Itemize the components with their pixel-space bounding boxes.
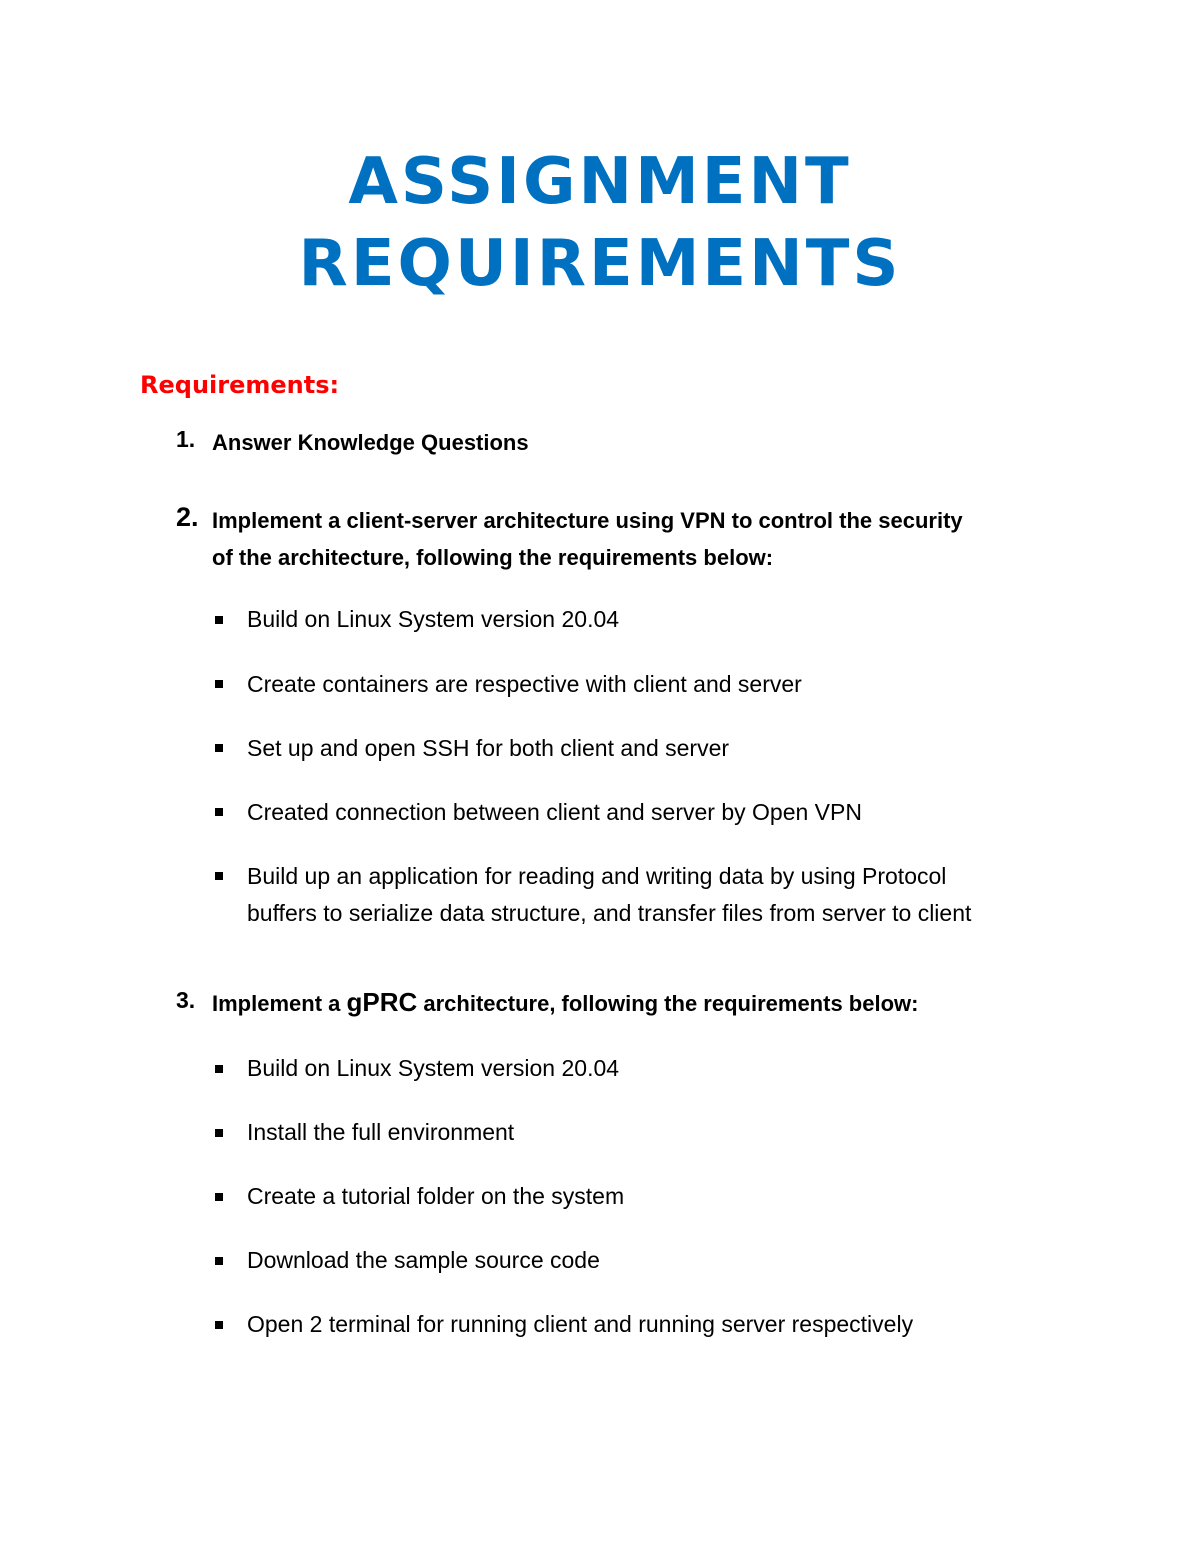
item-2-bullet-2: Create containers are respective with client and server bbox=[247, 671, 802, 697]
item-3-bullet-2: Install the full environment bbox=[247, 1119, 515, 1145]
item-2-bullet-4: Created connection between client and server by Open VPN bbox=[247, 799, 862, 825]
item-3-text-before: Implement a bbox=[212, 991, 347, 1016]
item-2-bullet-5-line-2: buffers to serialize data structure, and transfer files from server to client bbox=[247, 900, 972, 926]
item-3-bullet-1: Build on Linux System version 20.04 bbox=[247, 1055, 620, 1081]
bullet-marker bbox=[215, 616, 223, 624]
item-3-bullet-5: Open 2 terminal for running client and running server respectively bbox=[247, 1311, 914, 1337]
item-3-text-after: architecture, following the requirements below: bbox=[417, 991, 919, 1016]
title-line-1: ASSIGNMENT bbox=[348, 145, 852, 219]
requirements-heading: Requirements: bbox=[140, 371, 340, 399]
item-3-bullet-4: Download the sample source code bbox=[247, 1247, 600, 1273]
item-3-text-gprc: gPRC bbox=[346, 987, 418, 1017]
bullet-marker bbox=[215, 1321, 223, 1329]
item-1-number: 1. bbox=[176, 426, 196, 452]
item-2-line-2: of the architecture, following the requirements below: bbox=[212, 545, 774, 570]
bullet-marker bbox=[215, 744, 223, 752]
item-1-text: Answer Knowledge Questions bbox=[212, 430, 529, 455]
item-2-line-1: Implement a client-server architecture using VPN to control the security bbox=[212, 508, 963, 533]
item-3-bullet-3: Create a tutorial folder on the system bbox=[247, 1183, 625, 1209]
title-line-2: REQUIREMENTS bbox=[298, 227, 902, 301]
bullet-marker bbox=[215, 1257, 223, 1265]
item-2-bullet-5-line-1: Build up an application for reading and writing data by using Protocol bbox=[247, 863, 947, 889]
bullet-marker bbox=[215, 680, 223, 688]
bullet-marker bbox=[215, 1065, 223, 1073]
item-2-bullet-1: Build on Linux System version 20.04 bbox=[247, 606, 620, 632]
bullet-marker bbox=[215, 1193, 223, 1201]
item-3-text bbox=[212, 984, 918, 1022]
bullet-marker bbox=[215, 1129, 223, 1137]
item-2-number: 2. bbox=[176, 502, 199, 532]
bullet-marker bbox=[215, 872, 223, 880]
item-3-number: 3. bbox=[176, 987, 196, 1013]
bullet-marker bbox=[215, 808, 223, 816]
item-2-bullet-3: Set up and open SSH for both client and server bbox=[247, 735, 730, 761]
